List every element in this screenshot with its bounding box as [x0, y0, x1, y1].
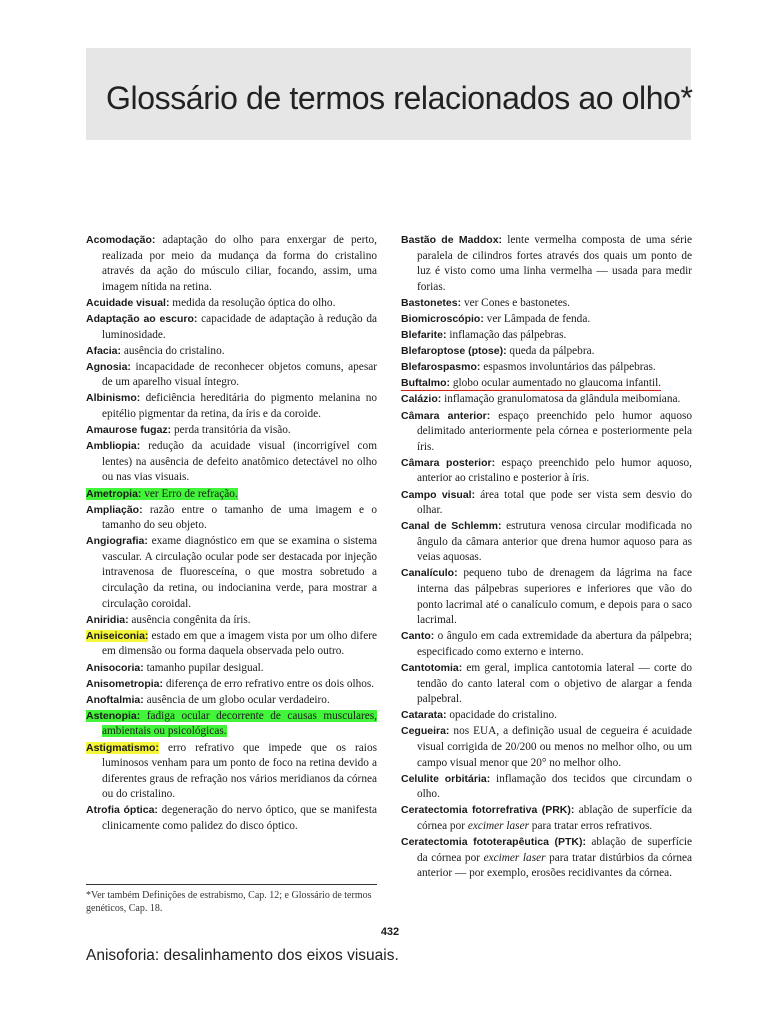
entry-definition: tamanho pupilar desigual. [146, 661, 264, 674]
entry-definition: queda da pálpebra. [509, 345, 595, 358]
glossary-entry [86, 233, 377, 295]
entry-term: Aniridia: [86, 613, 129, 626]
entry-definition: em geral, implica cantotomia lateral — corte do tendão do canto lateral com o objetivo de alargar a fenda palpebral. [417, 662, 692, 706]
entry-term: Afacia: [86, 344, 122, 357]
entry-term: Anisometropia: [86, 677, 164, 690]
entry-definition: inflamação dos tecidos que circundam o olho. [417, 772, 692, 801]
entry-definition: área total que pode ser vista sem desvio do olhar. [417, 488, 692, 517]
entry-definition: nos EUA, a definição usual de cegueira é acuidade visual corrigida de 20/200 ou menos no melhor olho, ou um campo visual menor que 20° no melhor olho. [417, 725, 692, 769]
entry-definition: espasmos involuntários das pálpebras. [483, 361, 656, 374]
bottom-caption: Anisoforia: desalinhamento dos eixos visuais. [86, 947, 399, 964]
glossary-entry [86, 503, 377, 534]
entry-term: Biomicroscópio: [401, 312, 484, 325]
entry-term: Acuidade visual: [86, 296, 170, 309]
entry-definition: ver Lâmpada de fenda. [486, 312, 591, 325]
entry-term: Ambliopia: [86, 440, 141, 453]
glossary-entry-highlighted [86, 741, 377, 803]
glossary-entry [401, 629, 692, 660]
entry-definition: deficiência hereditária do pigmento melanina no epitélio pigmentar da retina, da íris e da coroide. [102, 392, 377, 421]
entry-definition-part: para tratar erros refrativos. [528, 819, 653, 832]
glossary-entry [401, 296, 692, 312]
glossary-entry-highlighted [86, 629, 377, 660]
entry-term: Agnosia: [86, 360, 131, 373]
entry-term: Aniseiconia: [86, 629, 149, 642]
glossary-entry [86, 439, 377, 486]
glossary-entry [401, 708, 692, 724]
entry-term: Celulite orbitária: [401, 772, 491, 785]
glossary-entry [401, 233, 692, 295]
entry-term: Cantotomia: [401, 662, 463, 675]
glossary-entry [86, 296, 377, 312]
entry-term: Calázio: [401, 393, 442, 406]
entry-term: Albinismo: [86, 392, 141, 405]
entry-term: Acomodação: [86, 234, 156, 246]
entry-definition: erro refrativo que impede que os raios luminosos venham para um ponto de foco na retina devido a diferentes graus de refração nos vários meridianos da córnea ou do cristalino. [102, 741, 377, 801]
entry-term: Bastonetes: [401, 296, 462, 309]
glossary-entry [401, 566, 692, 628]
entry-term: Bastão de Maddox: [401, 234, 503, 246]
glossary-entry [401, 360, 692, 376]
entry-term: Canal de Schlemm: [401, 520, 502, 533]
entry-term: Anisocoria: [86, 661, 144, 674]
glossary-entry [86, 677, 377, 693]
entry-definition: ausência do cristalino. [123, 344, 225, 357]
entry-definition: opacidade do cristalino. [449, 709, 557, 722]
entry-definition: inflamação granulomatosa da glândula meibomiana. [444, 393, 681, 406]
entry-definition: ausência de um globo ocular verdadeiro. [146, 693, 330, 706]
glossary-entry [86, 803, 377, 834]
entry-definition: globo ocular aumentado no glaucoma infantil. [452, 377, 662, 390]
glossary-entry-highlighted [86, 709, 377, 740]
entry-term: Campo visual: [401, 488, 476, 501]
entry-definition: razão entre o tamanho de uma imagem e o tamanho do seu objeto. [102, 503, 377, 532]
entry-definition: inflamação das pálpebras. [449, 329, 567, 342]
entry-definition: capacidade de adaptação à redução da luminosidade. [102, 312, 377, 341]
entry-term: Angiografia: [86, 535, 148, 548]
entry-definition: ver Cones e bastonetes. [463, 296, 570, 309]
glossary-entry [86, 423, 377, 439]
entry-term: Canalículo: [401, 567, 458, 580]
glossary-entry-underlined [401, 376, 692, 392]
entry-term: Canto: [401, 630, 435, 643]
glossary-entry [401, 488, 692, 519]
glossary-entry [401, 409, 692, 456]
entry-definition-italic: excimer laser [467, 819, 529, 832]
title-band [86, 48, 691, 140]
entry-term: Astenopia: [86, 709, 141, 722]
glossary-entry [86, 312, 377, 343]
glossary-entry [401, 344, 692, 360]
entry-definition: ver Erro de refração. [144, 487, 238, 500]
entry-term: Astigmatismo: [86, 741, 159, 754]
entry-term: Atrofia óptica: [86, 804, 158, 817]
footnote-divider [86, 884, 377, 885]
entry-term: Ceratectomia fotorrefrativa (PRK): [401, 804, 575, 817]
entry-term: Câmara anterior: [401, 409, 491, 422]
glossary-column-left [86, 233, 377, 835]
entry-definition: adaptação do olho para enxergar de perto, realizada por meio da mudança da forma do cristalino através da ação do músculo ciliar, focando, assim, uma imagem nítida na retina. [102, 234, 377, 293]
entry-term: Câmara posterior: [401, 456, 496, 469]
entry-definition: estado em que a imagem vista por um olho difere em dimensão ou forma daquela observada pelo outro. [102, 629, 377, 658]
glossary-entry [401, 312, 692, 328]
entry-definition-italic: excimer laser [483, 851, 546, 864]
green-highlight [86, 488, 238, 500]
glossary-entry [86, 344, 377, 360]
entry-definition: redução da acuidade visual (incorrigível com lentes) na ausência de defeito anatômico detectável no olho ou nas vias visuais. [102, 440, 377, 484]
entry-definition: ausência congênita da íris. [131, 613, 251, 626]
entry-definition: exame diagnóstico em que se examina o sistema vascular. A circulação ocular pode ser destacada por injeção intravenosa de fluoresceína, o que mostra sobretudo a circulação da retina, ou indocianina verde, para mostrar a circulação coroidal. [102, 535, 378, 610]
entry-definition: espaço preenchido pelo humor aquoso, anterior ao cristalino e posterior à íris. [417, 456, 693, 485]
glossary-entry [401, 456, 692, 487]
entry-definition: estrutura venosa circular modificada no ângulo da câmara anterior que drena humor aquoso para as veias aquosas. [417, 520, 692, 564]
entry-definition: diferença de erro refrativo entre os dois olhos. [165, 677, 375, 690]
glossary-entry [401, 519, 692, 566]
entry-term: Blefarite: [401, 329, 447, 342]
glossary-column-right [401, 233, 692, 882]
entry-definition: lente vermelha composta de uma série paralela de cilindros fortes através dos quais um ponto de luz é visto como uma linha vermelha — usada para medir forias. [417, 234, 692, 293]
entry-term: Adaptação ao escuro: [86, 312, 198, 325]
entry-term: Ampliação: [86, 503, 143, 516]
entry-definition: degeneração do nervo óptico, que se manifesta clinicamente como palidez do disco óptico. [102, 804, 377, 832]
glossary-entry-highlighted [86, 487, 377, 503]
glossary-entry [401, 328, 692, 344]
glossary-entry [86, 693, 377, 709]
entry-definition: fadiga ocular decorrente de causas musculares, ambientais ou psicológicas. [102, 709, 378, 738]
entry-definition-part: ablação de superfície da córnea por [417, 836, 692, 864]
entry-term: Ametropia: [86, 487, 142, 500]
entry-term: Ceratectomia fototerapêutica (PTK): [401, 836, 586, 849]
glossary-entry [86, 534, 377, 612]
glossary-entry [401, 835, 692, 882]
entry-definition-part: ablação de superfície da córnea por [417, 804, 692, 832]
entry-term: Buftalmo: [401, 377, 450, 390]
entry-definition: espaço preenchido pelo humor aquoso delimitado anteriormente pela córnea e posteriormente pela íris. [417, 409, 693, 453]
entry-term: Amaurose fugaz: [86, 424, 172, 437]
entry-term: Catarata: [401, 709, 447, 722]
entry-definition-part: para tratar distúrbios da córnea anterior — por exemplo, erosões recidivantes da córnea. [417, 851, 693, 880]
glossary-entry [401, 803, 692, 834]
glossary-entry [86, 360, 377, 391]
green-highlight [86, 710, 377, 738]
entry-definition: pequeno tubo de drenagem da lágrima na face interna das pálpebras superiores e inferiores que vão do ponto lacrimal até o canalículo comum, e depois para o saco lacrimal. [417, 567, 692, 627]
entry-term: Cegueira: [401, 725, 450, 738]
footnote: *Ver também Definições de estrabismo, Cap. 12; e Glossário de termos genéticos, Cap. 18. [86, 890, 372, 914]
entry-term: Anoftalmia: [86, 693, 144, 706]
entry-definition: o ângulo em cada extremidade da abertura da pálpebra; especificado como externo e interno. [417, 630, 693, 658]
red-underline [401, 377, 661, 391]
glossary-entry [401, 772, 692, 803]
page-number: 432 [380, 926, 400, 938]
glossary-entry [401, 724, 692, 771]
glossary-entry [401, 661, 692, 708]
entry-term: Blefarospasmo: [401, 361, 481, 374]
page-title: Glossário de termos relacionados ao olho* [106, 80, 693, 116]
glossary-entry [86, 661, 377, 677]
glossary-entry [86, 391, 377, 422]
entry-definition: perda transitória da visão. [174, 424, 291, 437]
entry-definition: incapacidade de reconhecer objetos comuns, apesar de um aparelho visual íntegro. [102, 360, 377, 389]
entry-term: Blefaroptose (ptose): [401, 345, 507, 358]
entry-definition: medida da resolução óptica do olho. [172, 296, 336, 309]
glossary-entry [401, 392, 692, 408]
glossary-entry [86, 613, 377, 629]
